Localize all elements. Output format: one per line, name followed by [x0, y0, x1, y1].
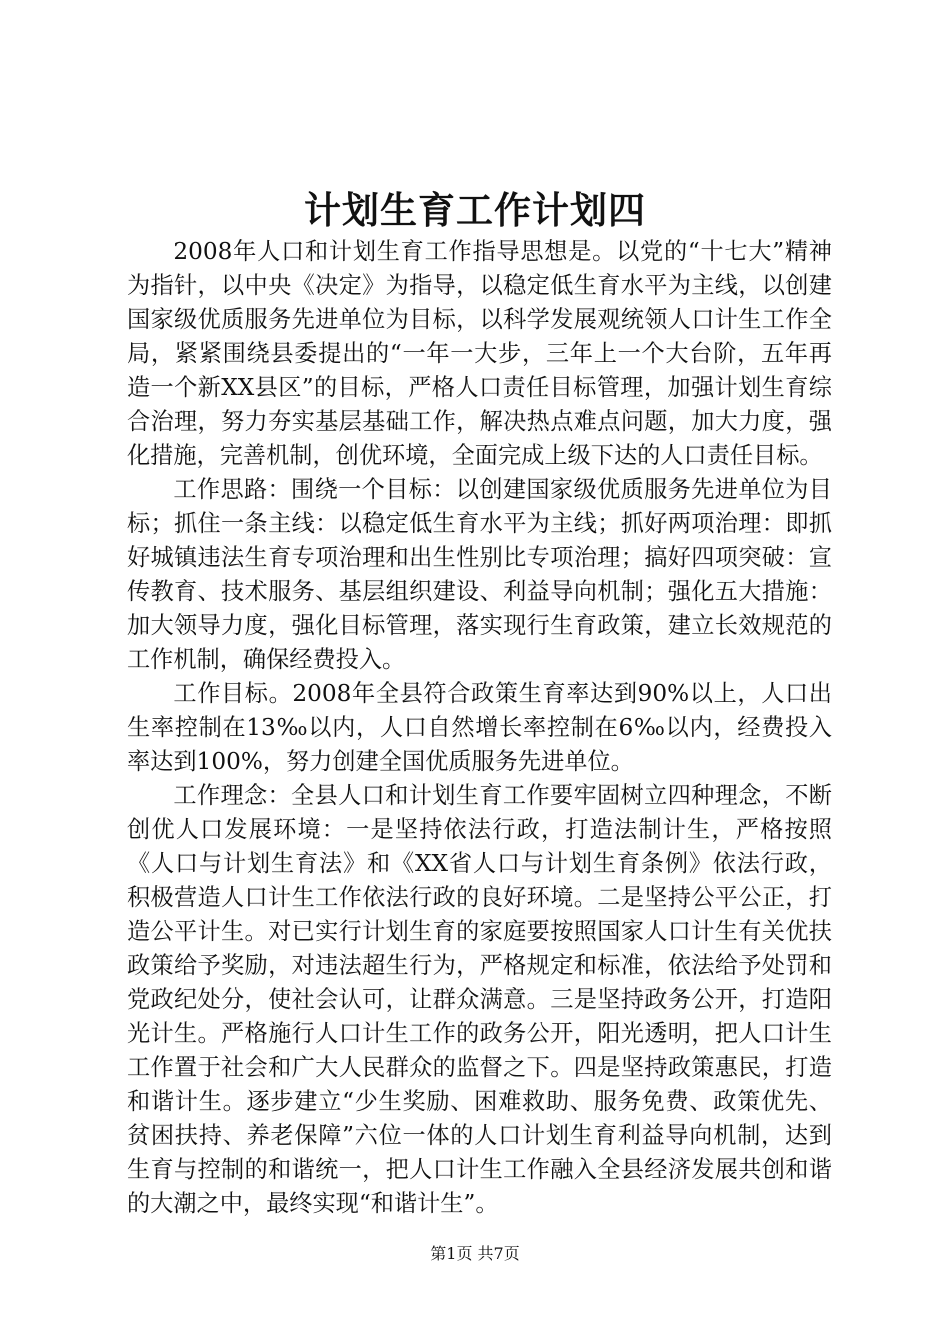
- page-indicator: 第1页 共7页: [430, 1244, 520, 1263]
- document-body: [127, 235, 832, 1221]
- paragraph-guiding-ideology: 2008年人口和计划生育工作指导思想是。以党的“十七大”精神为指针，以中央《决定》为指导，以稳定低生育水平为主线，以创建国家级优质服务先进单位为目标，以科学发展观统领人口计生工作全局，紧紧围绕县委提出的“一年一大步，三年上一个大台阶，五年再造一个新XX县区”的目标，严格人口责任目标管理，加强计划生育综合治理，努力夯实基层基础工作，解决热点难点问题，加大力度，强化措施，完善机制，创优环境，全面完成上级下达的人口责任目标。: [127, 238, 832, 469]
- document-title: 计划生育工作计划四: [304, 188, 646, 232]
- paragraph-work-goals: 工作目标。2008年全县符合政策生育率达到90%以上，人口出生率控制在13‰以内，人口自然增长率控制在6‰以内，经费投入率达到100%，努力创建全国优质服务先进单位。: [127, 680, 832, 775]
- page-footer: [0, 1244, 950, 1264]
- paragraph-work-approach: 工作思路：围绕一个目标：以创建国家级优质服务先进单位为目标；抓住一条主线：以稳定低生育水平为主线；抓好两项治理：即抓好城镇违法生育专项治理和出生性别比专项治理；搞好四项突破：宣传教育、技术服务、基层组织建设、利益导向机制；强化五大措施：加大领导力度，强化目标管理，落实现行生育政策，建立长效规范的工作机制，确保经费投入。: [127, 476, 832, 673]
- paragraph-work-philosophy: 工作理念：全县人口和计划生育工作要牢固树立四种理念，不断创优人口发展环境：一是坚持依法行政，打造法制计生，严格按照《人口与计划生育法》和《XX省人口与计划生育条例》依法行政，积极营造人口计生工作依法行政的良好环境。二是坚持公平公正，打造公平计生。对已实行计划生育的家庭要按照国家人口计生有关优扶政策给予奖励，对违法超生行为，严格规定和标准，依法给予处罚和党政纪处分，使社会认可，让群众满意。三是坚持政务公开，打造阳光计生。严格施行人口计生工作的政务公开，阳光透明，把人口计生工作置于社会和广大人民群众的监督之下。四是坚持政策惠民，打造和谐计生。逐步建立“少生奖励、困难救助、服务免费、政策优先、贫困扶持、养老保障”六位一体的人口计划生育利益导向机制，达到生育与控制的和谐统一，把人口计生工作融入全县经济发展共创和谐的大潮之中，最终实现“和谐计生”。: [127, 782, 832, 1217]
